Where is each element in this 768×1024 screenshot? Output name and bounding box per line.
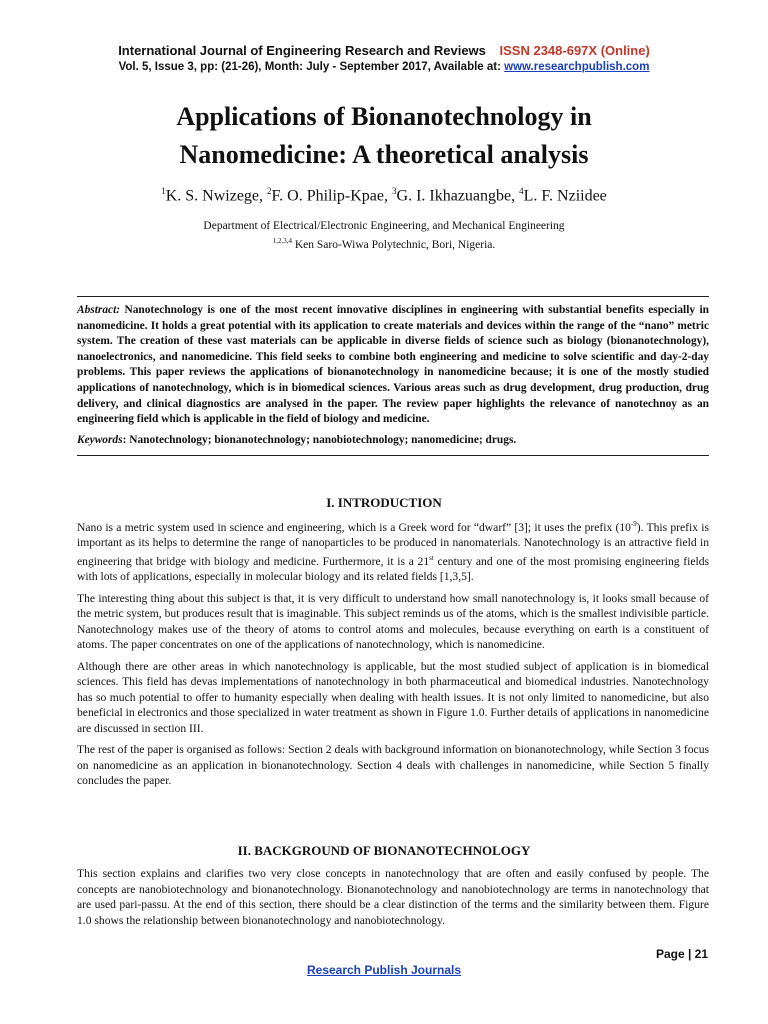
paragraph-text: ). This prefix is important as its helps to determine the range of nanoparticles to be produced in nanomaterials. Nanotechnology is an attractive field in engineering that bridge with biology and medicine. Furthermore, it is a 21 xyxy=(77,520,709,568)
paragraph xyxy=(77,517,709,585)
author-name: G. I. Ikhazuangbe, xyxy=(396,187,520,205)
section-heading-introduction: I. INTRODUCTION xyxy=(326,495,442,510)
abstract-text: Nanotechnology is one of the most recent innovative disciplines in engineering with substantial benefits especially in nanomedicine. It holds a great potential with its application to create materials and devices within the range of the “nano” metric system. The creation of these vast materials can be applicable in diverse fields of science such as biology (bionanotechnology), nanoelectronics, and nanomedicine. This field seeks to combine both engineering and medicine to solve scientific and day-2-day problems. This paper reviews the applications of bionanotechnology in nanomedicine because; it is one of the mostly studied applications of nanotechnology, which is in biomedical sciences. Various areas such as drug development, drug production, drug delivery, and clinical diagnostics are analysed in the paper. The review paper highlights the relevance of nanotechnoy as an engineering field which is applicable in the field of biology and medicine. xyxy=(77,304,709,426)
author-name: L. F. Nziidee xyxy=(523,187,607,205)
journal-url-link[interactable]: www.researchpublish.com xyxy=(504,61,650,73)
paper-title xyxy=(0,98,768,174)
journal-name: International Journal of Engineering Research and Reviews xyxy=(118,43,486,58)
abstract-paragraph xyxy=(77,303,709,428)
paragraph-text: Nano is a metric system used in science and engineering, which is a Greek word for “dwarf” [3]; it uses the prefix (10 xyxy=(77,520,631,534)
department: Department of Electrical/Electronic Engineering, and Mechanical Engineering xyxy=(203,220,565,232)
institution: Ken Saro-Wiwa Polytechnic, Bori, Nigeria. xyxy=(291,238,496,251)
issn: ISSN 2348-697X (Online) xyxy=(499,43,650,58)
title-line-1: Applications of Bionanotechnology in xyxy=(176,102,592,131)
section-heading-background: II. BACKGROUND OF BIONANOTECHNOLOGY xyxy=(237,843,531,858)
institution-line xyxy=(0,234,768,253)
author-name: K. S. Nwizege, xyxy=(165,187,268,205)
paragraph: The interesting thing about this subject is that, it is very difficult to understand how small nanotechnology is, it looks small because of the metric system, but produces result that is imaginable. This subject reminds us of the atoms, which is the smallest indivisible particle. Nanotechnology makes use of the theory of atoms to control atoms and molecules, because everything on earth is a constituent of atoms. The paper concentrates on one of the applications of nanotechnology, which is nanomedicine. xyxy=(77,591,709,652)
volume-line xyxy=(0,61,768,73)
superscript: -9 xyxy=(630,520,637,528)
author-sup: 3 xyxy=(392,186,397,196)
affiliation xyxy=(0,219,768,253)
keywords-label: Keywords xyxy=(77,433,123,446)
title-line-2: Nanomedicine: A theoretical analysis xyxy=(179,140,589,169)
superscript: st xyxy=(429,553,434,562)
page-number: Page | 21 xyxy=(655,947,708,961)
abstract-label: Abstract: xyxy=(77,304,121,316)
keywords-paragraph xyxy=(77,433,709,449)
author-list xyxy=(0,186,768,205)
journal-header xyxy=(0,43,768,58)
keywords-text: : Nanotechnology; bionanotechnology; nanobiotechnology; nanomedicine; drugs. xyxy=(122,433,517,446)
paragraph: Although there are other areas in which nanotechnology is applicable, but the most studied subject of application is in biomedical sciences. This field has devas implementations of nanotechnology in both pharmaceutical and biomedical industries. Nanotechnology has so much potential to offer to humanity especially when dealing with health issues. It is not only limited to nanomedicine, but also beneficial in electronics and those specialized in water treatment as shown in Figure 1.0. Further details of applications in nanomedicine are discussed in section III. xyxy=(77,659,709,735)
paragraph-text: century and one of the most promising engineering fields with lots of applications, especially in molecular biology and its related fields [1,3,5]. xyxy=(77,554,710,584)
abstract-block xyxy=(77,296,709,456)
author-sup: 1 xyxy=(161,186,166,196)
volume-info: Vol. 5, Issue 3, pp: (21-26), Month: July - September 2017, Available at: xyxy=(118,61,505,73)
paragraph: The rest of the paper is organised as follows: Section 2 deals with background information on bionanotechnology, while Section 3 focus on nanomedicine as an application in bionanotechnology. Section 4 deals with challenges in nanomedicine, while Section 5 finally concludes the paper. xyxy=(77,743,709,788)
author-name: F. O. Philip-Kpae, xyxy=(271,187,393,205)
publisher-footer-link[interactable]: Research Publish Journals xyxy=(306,963,462,977)
affiliation-sup: 1,2,3,4 xyxy=(272,237,292,245)
author-sup: 4 xyxy=(519,186,524,196)
background-body xyxy=(77,866,709,934)
author-sup: 2 xyxy=(267,186,272,196)
paragraph: This section explains and clarifies two very close concepts in nanotechnology that are often and easily confused by people. The concepts are nanobiotechnology and bionanotechnology. Bionanotechnology and nanobiotechnology are terms in nanotechnology that are used pari-passu. At the end of this section, there should be a clear distinction of the terms and the similarity between them. Figure 1.0 shows the relationship between bionanotechnology and nanobiotechnology. xyxy=(77,867,709,927)
introduction-body xyxy=(77,517,709,795)
